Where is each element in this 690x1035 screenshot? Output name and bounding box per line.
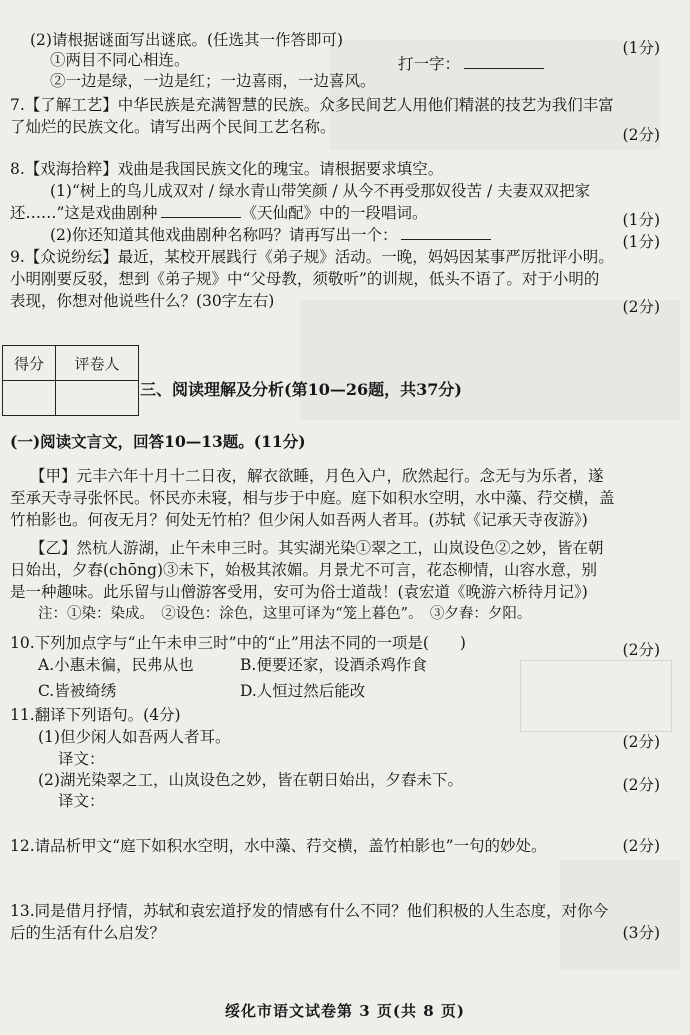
q8-sub2-score: (1分) [622, 233, 660, 251]
q13-score: (3分) [622, 924, 660, 942]
q13-line1: 13.同是借月抒情，苏轼和袁宏道抒发的情感有什么不同？他们积极的人生态度，对你今 [10, 902, 609, 920]
q11-sub2-score: (2分) [622, 776, 660, 794]
q8-sub1-blank[interactable] [161, 203, 241, 218]
q11-sub2: (2)湖光染翠之工，山岚设色之妙，皆在朝日始出，夕舂未下。 [38, 771, 463, 789]
show-through-smudge [520, 660, 672, 732]
reviewer-label: 评卷人 [56, 346, 139, 381]
q10-stem: 10.下列加点字与“止午未申三时”中的“止”用法不同的一项是( ) [10, 634, 466, 652]
q11-sub1-label: 译文： [58, 750, 105, 768]
q10-score: (2分) [622, 641, 660, 659]
q13-line2: 后的生活有什么启发？ [10, 924, 166, 942]
q9-score: (2分) [622, 298, 660, 316]
q9-line3: 表现，你想对他说些什么？(30字左右) [10, 292, 275, 310]
q12-stem: 12.请品析甲文“庭下如积水空明，水中藻、荇交横，盖竹柏影也”一句的妙处。 [10, 837, 547, 855]
passage-b-notes: 注：①染：染成。 ②设色：涂色，这里可译为“笼上暮色”。 ③夕舂：夕阳。 [38, 606, 532, 622]
grade-table [2, 345, 139, 416]
answer-prompt: 打一字： [398, 55, 461, 73]
q11-stem: 11.翻译下列语句。(4分) [10, 706, 181, 724]
reviewer-cell[interactable] [56, 381, 139, 416]
q8-sub1-text-b: 《天仙配》中的一段唱词。 [241, 204, 428, 222]
q11-sub1-score: (2分) [622, 733, 660, 751]
q8-sub2-blank[interactable] [401, 225, 491, 240]
q6-riddle2: ②一边是绿，一边是红；一边喜雨，一边喜风。 [50, 72, 376, 90]
q10-option-c[interactable]: C.皆被绮绣 [38, 682, 117, 700]
part1-title: (一)阅读文言文，回答10—13题。(11分) [10, 432, 306, 451]
q10-option-a[interactable]: A.小惠未徧，民弗从也 [38, 656, 194, 674]
q8-sub1-line2 [10, 203, 427, 223]
q11-sub1: (1)但少闲人如吾两人者耳。 [38, 728, 231, 746]
q6-sub2: (2)请根据谜面写出谜底。(任选其一作答即可) [30, 31, 344, 49]
q9-line1: 9.【众说纷纭】最近，某校开展践行《弟子规》活动。一晚，妈妈因某事严厉批评小明。 [10, 248, 614, 266]
q8-sub1-text-a: 还……”这是戏曲剧种 [10, 204, 158, 222]
q6-riddle1: ①两目不同心相连。 [50, 51, 190, 69]
q10-option-d[interactable]: D.人恒过然后能改 [240, 682, 366, 700]
q6-score: (1分) [622, 39, 660, 57]
q7-line2: 了灿烂的民族文化。请写出两个民间工艺名称。 [10, 118, 336, 136]
passage-b-line3: 是一种趣味。此乐留与山僧游客受用，安可为俗士道哉！(袁宏道《晚游六桥待月记》) [10, 583, 588, 601]
passage-a-line3: 竹柏影也。何夜无月？何处无竹柏？但少闲人如吾两人者耳。(苏轼《记承天寺夜游》) [10, 511, 588, 529]
passage-b-line2: 日始出，夕舂(chōng)③未下，始极其浓媚。月景尤不可言，花态柳情，山容水意，别 [10, 561, 597, 579]
show-through-smudge [300, 300, 680, 420]
score-cell[interactable] [3, 381, 56, 416]
answer-blank[interactable] [464, 54, 544, 69]
q11-sub2-label: 译文： [58, 792, 105, 810]
q6-riddle2-answer [398, 54, 544, 74]
q8-sub2 [50, 225, 491, 245]
q9-line2: 小明刚要反驳，想到《弟子规》中“父母教，须敬听”的训规，低头不语了。对于小明的 [10, 270, 600, 288]
q7-score: (2分) [622, 126, 660, 144]
score-label: 得分 [3, 346, 56, 381]
page-footer: 绥化市语文试卷第 3 页(共 8 页) [225, 1002, 465, 1020]
q10-option-b[interactable]: B.便要还家，设酒杀鸡作食 [240, 656, 427, 674]
passage-b-line1: 【乙】然杭人游湖，止午未申三时。其实湖光染①翠之工，山岚设色②之妙，皆在朝 [30, 539, 604, 557]
q8-sub1-line1: (1)“树上的鸟儿成双对 / 绿水青山带笑颜 / 从今不再受那奴役苦 / 夫妻双双把家 [50, 182, 591, 200]
q8-sub1-score: (1分) [622, 211, 660, 229]
q8-sub2-text: (2)你还知道其他戏曲剧种名称吗？请再写出一个： [50, 226, 398, 244]
q7-line1: 7.【了解工艺】中华民族是充满智慧的民族。众多民间艺人用他们精湛的技艺为我们丰富 [10, 96, 614, 114]
section3-title: 三、阅读理解及分析(第10—26题，共37分) [140, 380, 462, 399]
q12-score: (2分) [622, 837, 660, 855]
passage-a-line1: 【甲】元丰六年十月十二日夜，解衣欲睡，月色入户，欣然起行。念无与为乐者，遂 [30, 467, 604, 485]
q8-line1: 8.【戏海拾粹】戏曲是我国民族文化的瑰宝。请根据要求填空。 [10, 160, 444, 178]
passage-a-line2: 至承天寺寻张怀民。怀民亦未寝，相与步于中庭。庭下如积水空明，水中藻、荇交横，盖 [10, 489, 615, 507]
